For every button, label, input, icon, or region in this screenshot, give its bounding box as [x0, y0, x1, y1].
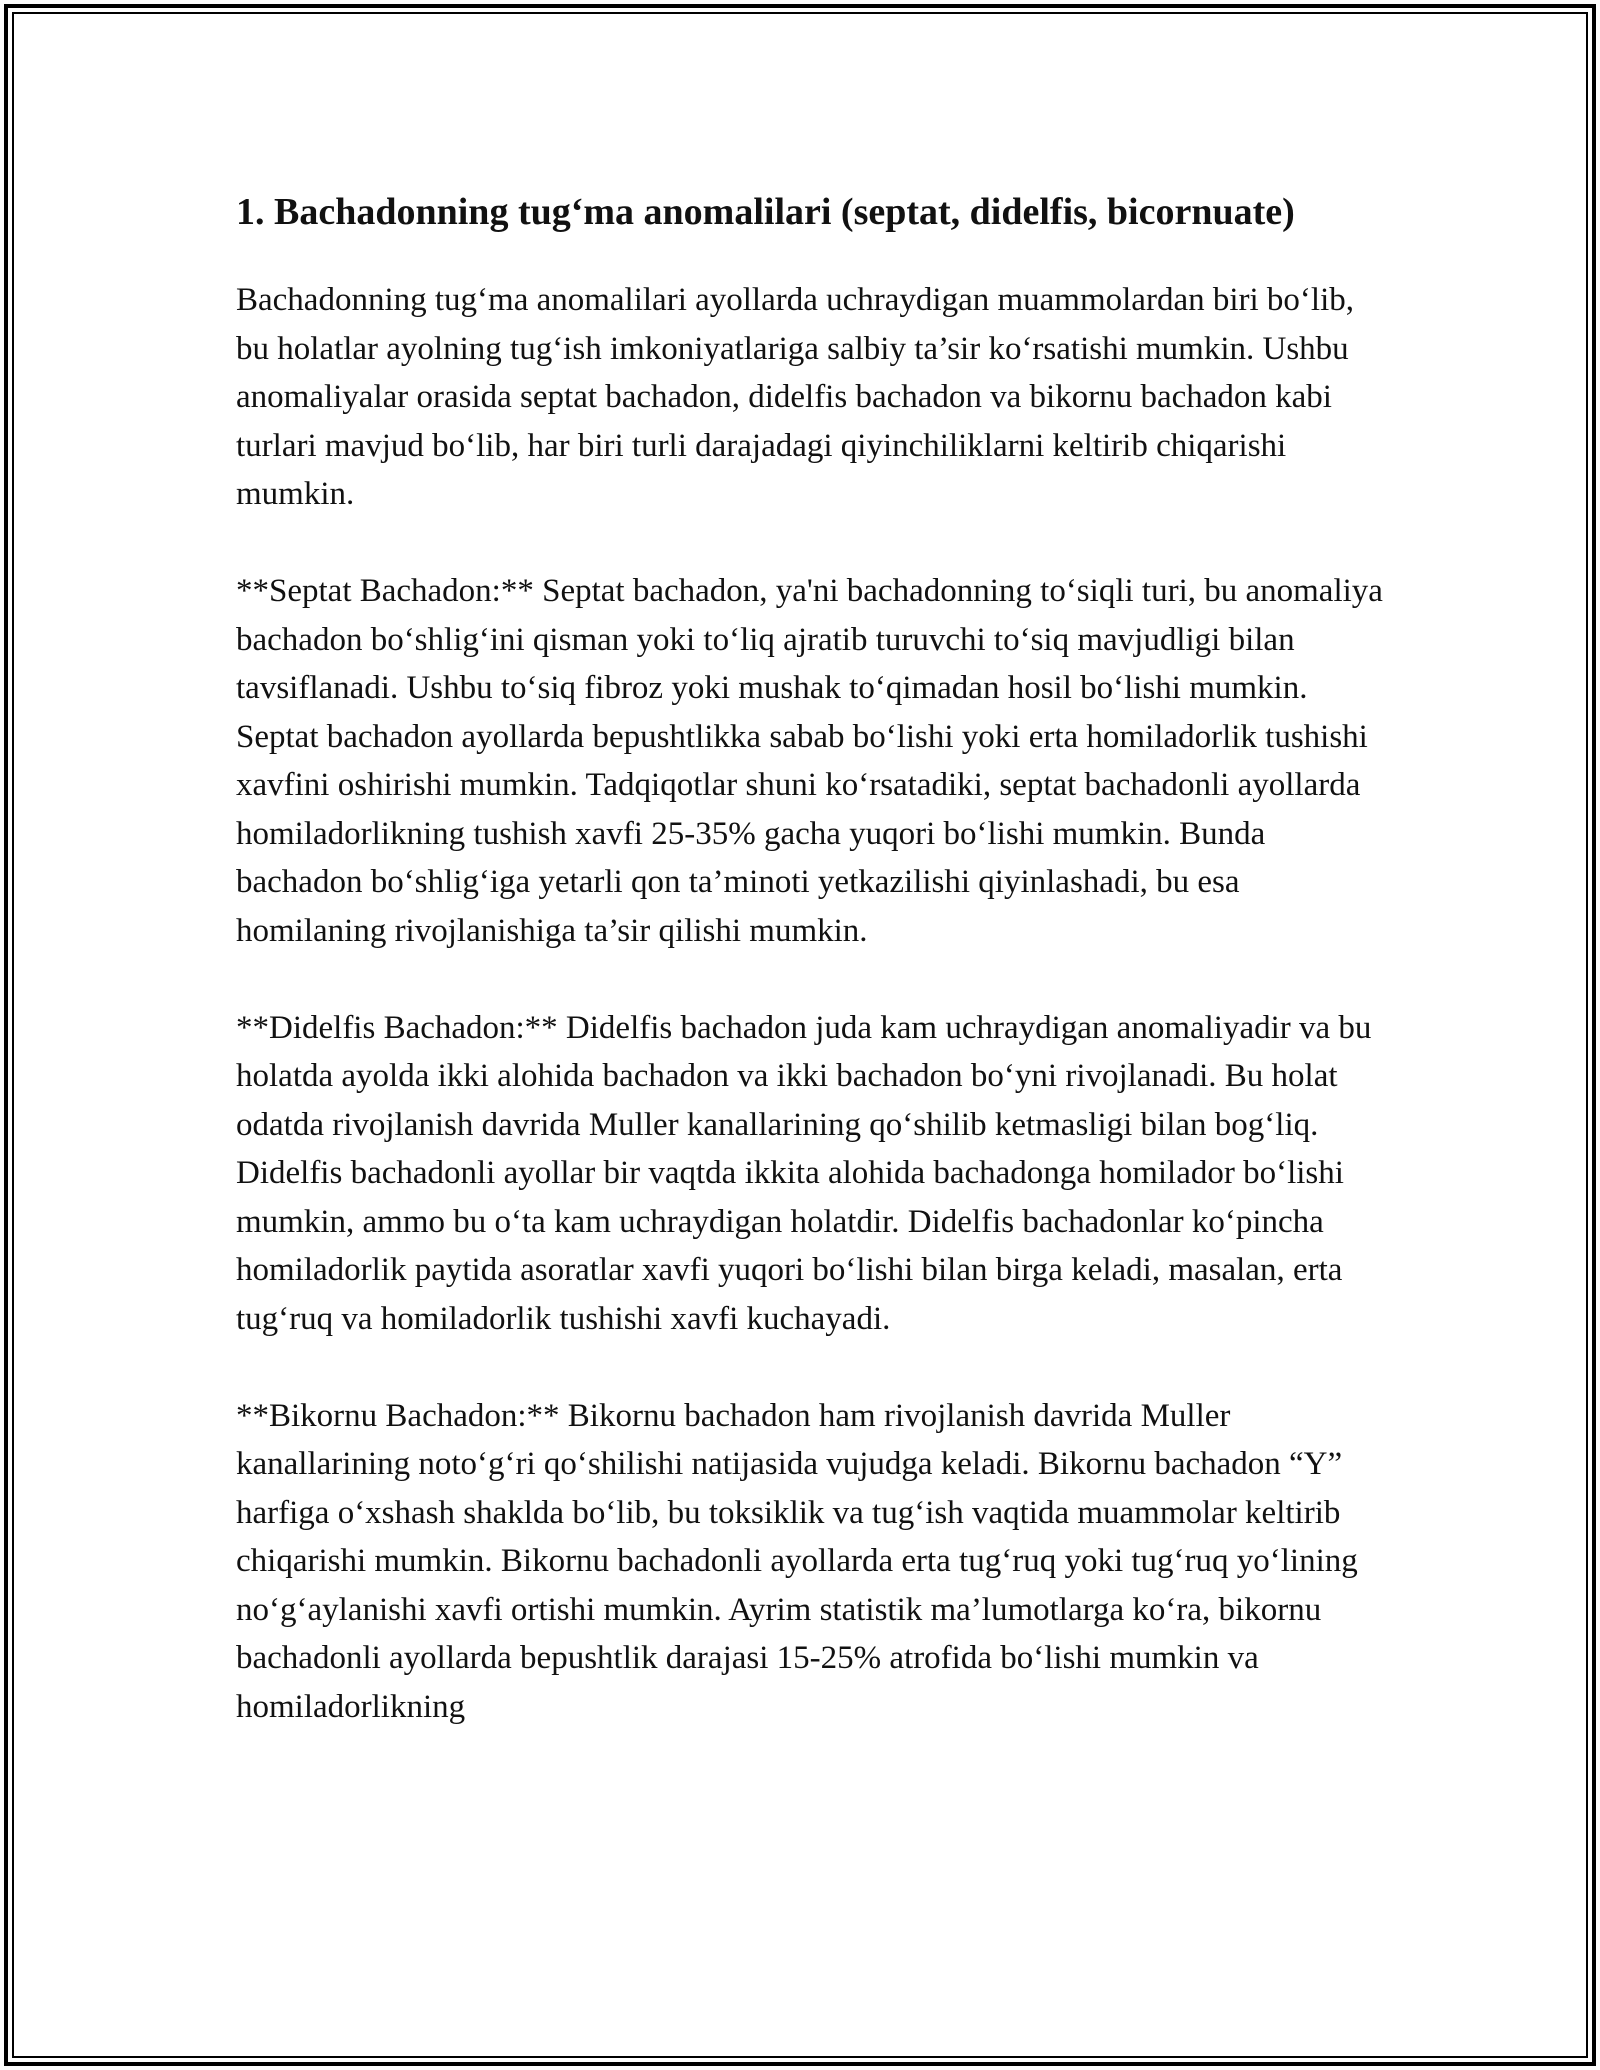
paragraph-didelfis: **Didelfis Bachadon:** Didelfis bachadon juda kam uchraydigan anomaliyadir va bu holatda ayolda ikki alohida bachadon va ikki bachadon bo‘yni rivojlanadi. Bu holat odatda rivojlanish davrida Muller kanallarining qo‘shilib ketmasligi bilan bog‘liq. Didelfis bachadonli ayollar bir vaqtda ikkita alohida bachadonga homilador bo‘lishi mumkin, ammo bu o‘ta kam uchraydigan holatdir. Didelfis bachadonlar ko‘pincha homiladorlik paytida asoratlar xavfi yuqori bo‘lishi bilan birga keladi, masalan, erta tug‘ruq va homiladorlik tushishi xavfi kuchayadi. [236, 1009, 1372, 1337]
paragraph-intro: Bachadonning tug‘ma anomalilari ayollarda uchraydigan muammolardan biri bo‘lib, bu holatlar ayolning tug‘ish imkoniyatlariga salbiy ta’sir ko‘rsatishi mumkin. Ushbu anomaliyalar orasida septat bachadon, didelfis bachadon va bikornu bachadon kabi turlari mavjud bo‘lib, har biri turli darajadagi qiyinchiliklarni keltirib chiqarishi mumkin. [236, 282, 1354, 512]
paragraph-septat: **Septat Bachadon:** Septat bachadon, ya'ni bachadonning to‘siqli turi, bu anomaliya bachadon bo‘shlig‘ini qisman yoki to‘liq ajratib turuvchi to‘siq mavjudligi bilan tavsiflanadi. Ushbu to‘siq fibroz yoki mushak to‘qimadan hosil bo‘lishi mumkin. Septat bachadon ayollarda bepushtlikka sabab bo‘lishi yoki erta homiladorlik tushishi xavfini oshirishi mumkin. Tadqiqotlar shuni ko‘rsatadiki, septat bachadonli ayollarda homiladorlikning tushish xavfi 25-35% gacha yuqori bo‘lishi mumkin. Bunda bachadon bo‘shlig‘iga yetarli qon ta’minoti yetkazilishi qiyinlashadi, bu esa homilaning rivojlanishiga ta’sir qilishi mumkin. [236, 573, 1383, 949]
section-title: 1. Bachadonning tug‘ma anomalilari (septat, didelfis, bicornuate) [236, 191, 1295, 233]
document-body [236, 184, 1386, 1780]
paragraph-bikornu: **Bikornu Bachadon:** Bikornu bachadon ham rivojlanish davrida Muller kanallarining noto‘g‘ri qo‘shilishi natijasida vujudga keladi. Bikornu bachadon “Y” harfiga o‘xshash shaklda bo‘lib, bu toksiklik va tug‘ish vaqtida muammolar keltirib chiqarishi mumkin. Bikornu bachadonli ayollarda erta tug‘ruq yoki tug‘ruq yo‘lining no‘g‘aylanishi xavfi ortishi mumkin. Ayrim statistik ma’lumotlarga ko‘ra, bikornu bachadonli ayollarda bepushtlik darajasi 15-25% atrofida bo‘lishi mumkin va homiladorlikning [236, 1397, 1358, 1725]
